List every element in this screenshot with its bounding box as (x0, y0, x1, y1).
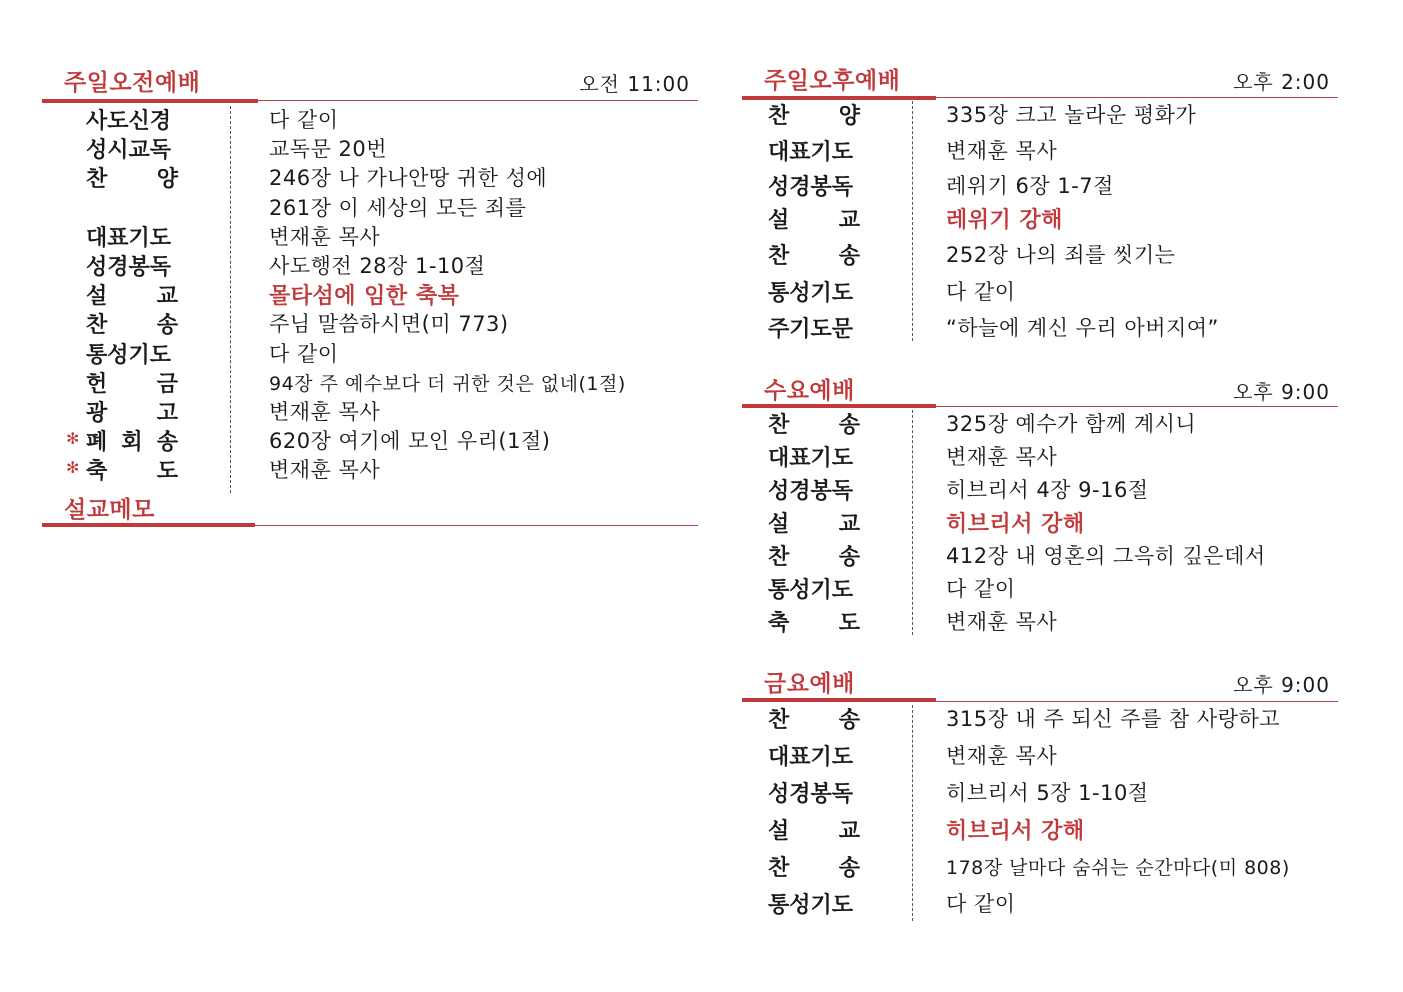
item-value: 다 같이 (269, 341, 339, 366)
item-value: 변재훈 목사 (269, 458, 381, 483)
item-value: 178장 날마다 숨쉬는 순간마다(미 808) (946, 857, 1290, 879)
section-time: 오후 2:00 (1233, 70, 1330, 94)
order-row (742, 703, 1338, 740)
sermon-title: 히브리서 강해 (946, 819, 1085, 844)
sunday-am-section (42, 64, 698, 483)
item-label: 대표기도 (768, 446, 854, 471)
item-value: 246장 나 가나안땅 귀한 성에 (269, 166, 548, 191)
item-label: 성경봉독 (768, 175, 854, 200)
item-label: 통성기도 (768, 893, 854, 918)
item-label: 통성기도 (768, 578, 854, 603)
item-value: “하늘에 계신 우리 아버지여” (946, 315, 1219, 340)
item-label: 찬 양 (768, 104, 860, 129)
item-label: 헌 금 (86, 371, 178, 397)
order-row (742, 312, 1338, 345)
friday-header (742, 665, 1338, 699)
order-row (742, 507, 1338, 540)
item-value: 다 같이 (269, 108, 339, 132)
order-row (742, 851, 1338, 888)
item-label: 찬 송 (86, 313, 178, 339)
item-value: 레위기 6장 1-7절 (946, 174, 1114, 198)
item-value: 252장 나의 죄를 씻기는 (946, 243, 1176, 267)
order-row (42, 338, 698, 367)
item-value: 히브리서 4장 9-16절 (946, 478, 1149, 502)
item-value: 변재훈 목사 (269, 399, 381, 424)
item-value: 히브리서 5장 1-10절 (946, 781, 1149, 805)
order-row (742, 408, 1338, 441)
order-row (742, 276, 1338, 312)
order-list (42, 104, 698, 483)
section-title: 금요예배 (764, 671, 855, 697)
memo-title: 설교메모 (64, 497, 155, 523)
sunday-pm-header (742, 62, 1338, 96)
item-value: 주님 말씀하시면(미 773) (269, 312, 509, 337)
order-row (742, 203, 1338, 239)
item-label: 설 교 (768, 819, 860, 844)
sermon-title: 레위기 강해 (946, 208, 1063, 233)
section-title: 주일오후예배 (764, 68, 901, 94)
order-row (42, 396, 698, 425)
section-title: 수요예배 (764, 378, 855, 404)
item-value: 620장 여기에 모인 우리(1절) (269, 429, 551, 454)
section-time: 오후 9:00 (1233, 380, 1330, 404)
item-value: 다 같이 (946, 892, 1016, 916)
order-row (42, 250, 698, 279)
item-value: 변재훈 목사 (946, 610, 1058, 634)
order-row (742, 814, 1338, 851)
order-row (742, 239, 1338, 276)
section-time: 오후 9:00 (1233, 673, 1330, 697)
order-row (42, 104, 698, 133)
wednesday-header (742, 372, 1338, 406)
order-row (42, 221, 698, 250)
item-label: 찬 송 (768, 856, 860, 881)
order-row (742, 777, 1338, 814)
asterisk-icon: ✻ (66, 429, 80, 449)
item-label: 성경봉독 (768, 782, 854, 807)
order-row (742, 888, 1338, 925)
order-row (742, 573, 1338, 606)
order-row (42, 425, 698, 454)
order-row (42, 192, 698, 221)
item-value: 다 같이 (946, 280, 1016, 304)
item-label: 통성기도 (86, 342, 172, 368)
item-label: 주기도문 (768, 316, 854, 342)
item-label: 성경봉독 (768, 479, 854, 504)
friday-section (742, 665, 1338, 925)
item-value: 다 같이 (946, 577, 1016, 601)
item-label: 성경봉독 (86, 254, 172, 280)
order-row (742, 740, 1338, 777)
accent-bar (742, 698, 936, 702)
item-label: 축 도 (768, 611, 860, 636)
wednesday-section (742, 372, 1338, 639)
order-row (42, 454, 698, 483)
item-label: 대표기도 (768, 139, 854, 165)
accent-bar (42, 99, 258, 103)
order-row (742, 170, 1338, 203)
memo-section (42, 491, 698, 525)
item-value: 94장 주 예수보다 더 귀한 것은 없네(1절) (269, 372, 626, 395)
item-value: 교독문 20번 (269, 137, 388, 162)
order-row (742, 135, 1338, 171)
item-value: 변재훈 목사 (269, 224, 381, 249)
order-row (42, 279, 698, 308)
order-row (742, 606, 1338, 639)
item-label: 설 교 (768, 208, 860, 233)
item-value: 261장 이 세상의 모든 죄를 (269, 195, 527, 220)
sunday-am-header (42, 64, 698, 98)
item-label: 찬 송 (768, 244, 860, 269)
item-label: ✻ 폐 회 송 (66, 429, 178, 456)
item-label: 성시교독 (86, 138, 172, 164)
order-row (42, 162, 698, 191)
item-label: 설 교 (768, 512, 860, 537)
order-list (742, 99, 1338, 345)
section-time: 오전 11:00 (579, 72, 690, 96)
memo-header (42, 491, 698, 525)
item-value: 변재훈 목사 (946, 138, 1058, 163)
item-value: 325장 예수가 함께 계시니 (946, 412, 1197, 436)
order-list (742, 408, 1338, 639)
item-label: 대표기도 (768, 745, 854, 770)
item-label: 찬 송 (768, 413, 860, 438)
order-row (42, 133, 698, 162)
item-label: 찬 송 (768, 708, 860, 733)
item-label: 사도신경 (86, 109, 172, 134)
order-row (742, 474, 1338, 507)
item-label: 통성기도 (768, 281, 854, 306)
item-value: 변재훈 목사 (946, 445, 1058, 469)
section-title: 주일오전예배 (64, 70, 201, 96)
item-value: 사도행전 28장 1-10절 (269, 253, 486, 278)
order-row (742, 441, 1338, 474)
item-label: 찬 양 (86, 167, 178, 193)
sunday-pm-section (742, 62, 1338, 345)
sermon-title: 히브리서 강해 (946, 512, 1085, 537)
item-label: 대표기도 (86, 225, 172, 251)
item-label: 광 고 (86, 400, 178, 426)
order-list (742, 703, 1338, 925)
order-row (42, 308, 698, 337)
accent-bar (42, 523, 255, 527)
order-row (742, 99, 1338, 135)
item-value: 335장 크고 놀라운 평화가 (946, 103, 1197, 127)
order-row (42, 367, 698, 396)
item-value: 변재훈 목사 (946, 744, 1058, 768)
item-value: 412장 내 영혼의 그윽히 깊은데서 (946, 544, 1266, 568)
sermon-title: 몰타섬에 임한 축복 (269, 284, 460, 310)
order-row (742, 540, 1338, 573)
item-value: 315장 내 주 되신 주를 참 사랑하고 (946, 707, 1281, 731)
item-label: 설 교 (86, 284, 178, 310)
item-label: ✻ 축 도 (66, 458, 178, 485)
item-label: 찬 송 (768, 545, 860, 570)
asterisk-icon: ✻ (66, 458, 80, 478)
